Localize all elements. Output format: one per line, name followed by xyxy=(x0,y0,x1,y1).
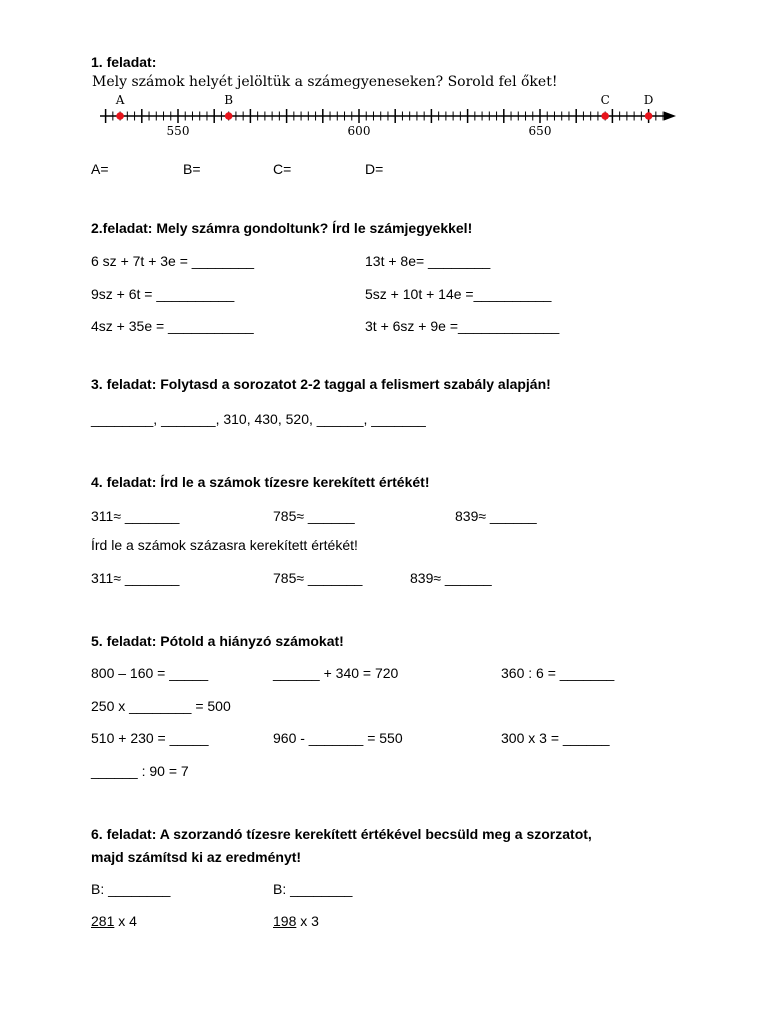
task5-row1-item3: 360 : 6 = _______ xyxy=(501,665,615,681)
task2-right-2: 5sz + 10t + 14e =__________ xyxy=(365,286,552,302)
number-line-tick-label: 550 xyxy=(166,124,190,138)
task6-multiplicand-2: 198 xyxy=(273,913,297,929)
number-line-point-b xyxy=(225,112,233,120)
number-line-tick-label: 650 xyxy=(528,124,552,138)
task5-row3-item2: 960 - _______ = 550 xyxy=(273,730,403,746)
task5-row1-item1: 800 – 160 = _____ xyxy=(91,665,209,681)
task6-title-line1: 6. feladat: A szorzandó tízesre kerekített értékével becsüld meg a szorzatot, xyxy=(91,826,592,842)
number-line xyxy=(0,0,768,150)
task4-row1-item2: 785≈ ______ xyxy=(273,508,355,524)
task4-row2-item1: 311≈ _______ xyxy=(91,570,180,586)
task5-row3-item3: 300 x 3 = ______ xyxy=(501,730,610,746)
task1-title: 1. feladat: xyxy=(91,54,157,70)
task4-row1-item3: 839≈ ______ xyxy=(455,508,537,524)
number-line-point-label: A xyxy=(115,93,125,107)
task6-product-2 xyxy=(273,912,319,930)
task2-left-3: 4sz + 35e = ___________ xyxy=(91,318,254,334)
task3-sequence: ________, _______, 310, 430, 520, ______, _______ xyxy=(91,411,426,427)
task3-title: 3. feladat: Folytasd a sorozatot 2-2 taggal a felismert szabály alapján! xyxy=(91,376,551,392)
task5-row1-item2: ______ + 340 = 720 xyxy=(273,665,399,681)
task2-left-2: 9sz + 6t = __________ xyxy=(91,286,235,302)
number-line-point-label: C xyxy=(600,93,610,107)
task5-row2-item1: 250 x ________ = 500 xyxy=(91,698,231,714)
number-line-point-a xyxy=(116,112,124,120)
task4-row2-item3: 839≈ ______ xyxy=(410,570,492,586)
task6-product-1 xyxy=(91,912,137,930)
number-line-point-d xyxy=(645,112,653,120)
answer-a: A= xyxy=(91,161,109,177)
task6-multiplier-1: x 4 xyxy=(114,913,137,929)
task6-estimate-1: B: ________ xyxy=(91,881,171,897)
task4-subtitle: Írd le a számok százasra kerekített értékét! xyxy=(91,537,358,553)
number-line-point-c xyxy=(601,112,609,120)
task6-multiplicand-1: 281 xyxy=(91,913,115,929)
task6-estimate-2: B: ________ xyxy=(273,881,353,897)
task5-row4-item1: ______ : 90 = 7 xyxy=(91,763,189,779)
number-line-tick-label: 600 xyxy=(347,124,371,138)
task2-left-1: 6 sz + 7t + 3e = ________ xyxy=(91,253,255,269)
answer-b: B= xyxy=(183,161,201,177)
task4-row1-item1: 311≈ _______ xyxy=(91,508,180,524)
number-line-point-label: D xyxy=(643,93,654,107)
task5-row3-item1: 510 + 230 = _____ xyxy=(91,730,209,746)
number-line-point-label: B xyxy=(224,93,234,107)
task1-question: Mely számok helyét jelöltük a számegyeneseken? Sorold fel őket! xyxy=(92,74,558,90)
task5-title: 5. feladat: Pótold a hiányzó számokat! xyxy=(91,633,344,649)
answer-c: C= xyxy=(273,161,292,177)
number-line-arrow-icon xyxy=(664,112,676,121)
task6-multiplier-2: x 3 xyxy=(296,913,319,929)
task4-row2-item2: 785≈ _______ xyxy=(273,570,363,586)
task4-title: 4. feladat: Írd le a számok tízesre kerekített értékét! xyxy=(91,474,430,490)
task6-title-line2: majd számítsd ki az eredményt! xyxy=(91,849,302,865)
task2-title: 2.feladat: Mely számra gondoltunk? Írd le számjegyekkel! xyxy=(91,220,473,236)
answer-d: D= xyxy=(365,161,384,177)
task2-right-3: 3t + 6sz + 9e =_____________ xyxy=(365,318,560,334)
task2-right-1: 13t + 8e= ________ xyxy=(365,253,491,269)
